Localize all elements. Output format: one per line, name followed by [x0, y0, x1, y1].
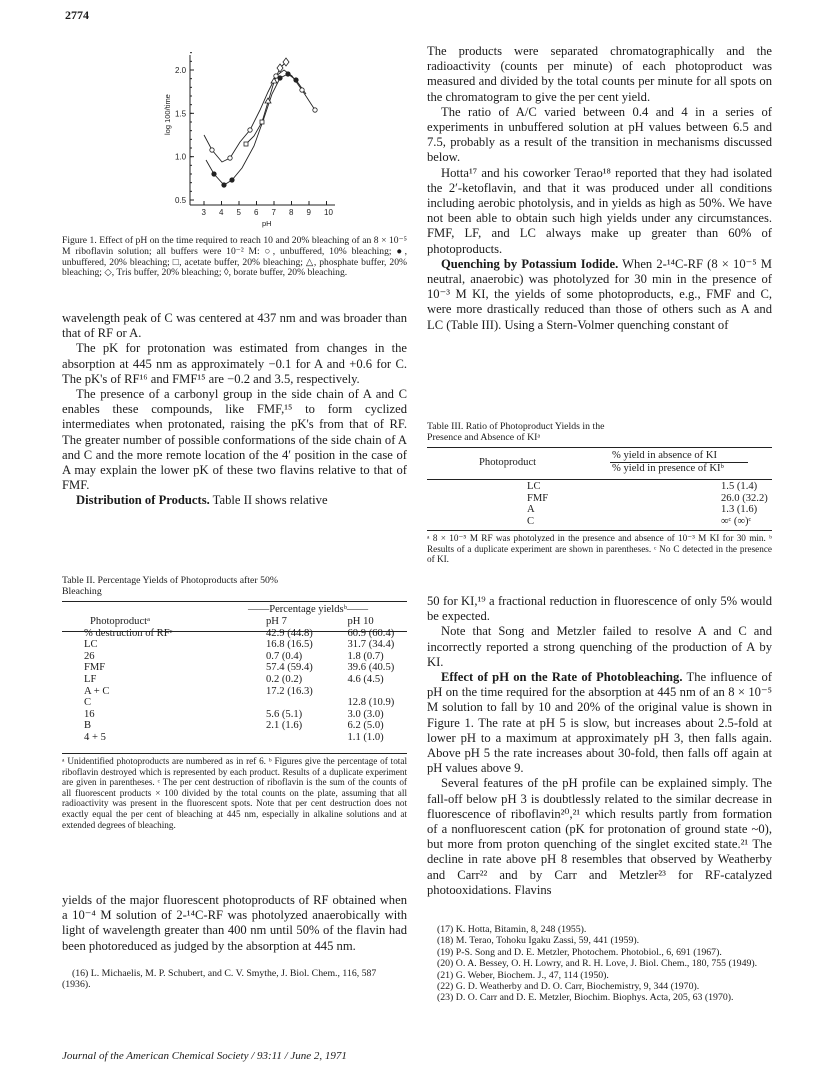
table-header-row — [62, 616, 407, 628]
table-row — [62, 628, 407, 640]
column-header: Photoproduct — [479, 457, 537, 468]
table-cell: 1.1 (1.0) — [347, 731, 384, 743]
paragraph: The products were separated chromatographically and the radioactivity (counts per minute) of each photoproduct was measured and divided by the total counts per minute for all spots on the chromatogram to give the per cent yield. — [427, 44, 772, 104]
y-tick-label: 1.0 — [175, 152, 187, 162]
table-cell: A — [527, 504, 535, 516]
reference: (17) K. Hotta, Bitamin, 8, 248 (1955). — [437, 924, 587, 935]
paragraph: Hotta¹⁷ and his coworker Terao¹⁸ reported that they had isolated the 2′-ketoflavin, and that it was produced under all conditions including aerobic photolysis, and in yields as high as 50%. We have not been able to obtain such high yields under any circumstances. FMF, LF, and LC always make up greater than 60% of photoproducts. — [427, 165, 772, 256]
table-row — [62, 686, 407, 698]
table-row — [62, 674, 407, 686]
x-tick-label: 5 — [236, 208, 241, 217]
paragraph-text: Table II shows relative — [209, 493, 328, 508]
right-column-lower — [427, 594, 772, 898]
table-cell: 57.4 (59.4) — [266, 662, 313, 674]
span-header-text: Percentage yieldsᵇ — [269, 604, 347, 615]
figure-axes — [190, 55, 335, 205]
figure-1 — [150, 40, 350, 230]
reference: (19) P-S. Song and D. E. Metzler, Photochem. Photobiol., 6, 691 (1967). — [437, 946, 722, 958]
table-cell: 4.6 (4.5) — [347, 673, 384, 685]
table-cell: C — [84, 697, 92, 709]
y-tick-label: 0.5 — [175, 196, 187, 205]
x-tick-label: 4 — [219, 208, 224, 217]
table-cell: 16 — [84, 708, 95, 720]
paragraph — [427, 670, 772, 776]
left-column-upper — [62, 311, 407, 509]
paragraph: The pK for protonation was estimated from changes in the absorption at 445 nm as approximately −0.1 for A and +0.6 for C. The pK's of RF¹⁶ and FMF¹⁵ are −0.2 and 3.5, respectively. — [62, 341, 407, 386]
table-cell: 39.6 (40.5) — [347, 662, 395, 674]
table-row — [427, 516, 772, 528]
page-number: 2774 — [65, 8, 89, 22]
table-3-header — [427, 449, 772, 479]
table-3-footnote: ᵃ 8 × 10⁻⁵ M RF was photolyzed in the presence and absence of 10⁻³ M KI for 30 min. ᵇ Results of a duplicate experiment are shown in parentheses. ᶜ No C detected in the presence of KI. — [427, 533, 772, 565]
data-points — [210, 58, 317, 187]
reference: (22) G. D. Weatherby and D. O. Carr, Biochemistry, 9, 344 (1970). — [437, 981, 700, 993]
reference: (18) M. Terao, Tohoku Igaku Zassi, 59, 441 (1959). — [437, 935, 640, 947]
table-cell — [244, 697, 326, 709]
table-cell: FMF — [84, 662, 106, 674]
table-cell: 26 — [84, 650, 95, 662]
table-cell: 2.1 (1.6) — [266, 720, 303, 732]
table-cell: 60.9 (60.4) — [347, 627, 395, 639]
table-cell: 17.2 (16.3) — [266, 685, 313, 697]
paragraph — [62, 493, 407, 508]
table-cell: 3.0 (3.0) — [347, 708, 384, 720]
x-tick-label: 8 — [289, 208, 294, 217]
table-row — [62, 709, 407, 721]
section-heading: Effect of pH on the Rate of Photobleaching. — [441, 670, 683, 685]
figure-caption: Figure 1. Effect of pH on the time required to reach 10 and 20% bleaching of an 8 × 10⁻⁵ M riboflavin solution; all buffers were 10⁻² M: ○, unbuffered, 10% bleaching; ●, unbuffered, 20% bleaching; □, acetate buffer, 20% bleaching; △, phosphate buffer, 20% bleaching; ◇, Tris buffer, 20% bleaching; ◊, borate buffer, 20% bleaching. — [62, 235, 407, 279]
table-row — [427, 493, 772, 505]
table-cell: LC — [527, 481, 541, 492]
x-tick-label: 7 — [271, 208, 276, 217]
table-cell: 31.7 (34.4) — [347, 639, 395, 651]
table-cell: 1.8 (0.7) — [347, 650, 384, 662]
paragraph — [427, 257, 772, 333]
paragraph-text: When 2-¹⁴C-RF (8 × 10⁻⁵ M neutral, anaerobic) was photolyzed for 30 min in the presence of 10⁻³ M KI, the yields of some photoproducts, e.g., FMF and C, were more drastically reduced than those of others such as A and LC (Table III). Using a Stern-Volmer quenching constant of — [427, 256, 772, 332]
table-3-title — [427, 421, 727, 443]
table-cell: 42.9 (44.8) — [266, 627, 313, 639]
ratio-denominator: % yield in presence of KIᵇ — [612, 463, 724, 474]
x-axis-label: pH — [262, 219, 272, 228]
table-cell — [244, 732, 326, 744]
table-cell: A + C — [84, 685, 110, 697]
reference: (23) D. O. Carr and D. E. Metzler, Biochim. Biophys. Acta, 205, 63 (1970). — [437, 992, 734, 1004]
column-header: Photoproductᵃ — [90, 616, 150, 627]
table-cell: FMF — [527, 492, 549, 504]
left-column-lower — [62, 893, 407, 954]
x-tick-label: 6 — [254, 208, 259, 217]
table-cell: 1.5 (1.4) — [721, 481, 758, 492]
paragraph: Several features of the pH profile can be explained simply. The fall-off below pH 3 is doubtlessly related to the similar decrease in fluorescence of riboflavin²⁰,²¹ which results partly from formation of a nonfluorescent cation (pK for protonation of ground state ~0), but more from proton quenching of the singlet excited state.²¹ The decline in rate above pH 8 resembles that observed by Weatherby and Carr²² and by Carr and Metzler²³ for RF-catalyzed photooxidations. Flavins — [427, 776, 772, 897]
paragraph: wavelength peak of C was centered at 437 nm and was broader than that of RF or A. — [62, 311, 407, 341]
table-cell: LC — [84, 639, 98, 651]
journal-footer: Journal of the American Chemical Society / 93:11 / June 2, 1971 — [62, 1050, 347, 1062]
table-row — [62, 720, 407, 732]
x-tick-label: 9 — [306, 208, 311, 217]
reference-16: (16) L. Michaelis, M. P. Schubert, and C. V. Smythe, J. Biol. Chem., 116, 587 (1936). — [62, 968, 377, 991]
paragraph: 50 for KI,¹⁹ a fractional reduction in fluorescence of only 5% would be expected. — [427, 594, 772, 624]
table-cell: % destruction of RFᶜ — [84, 627, 173, 639]
paragraph: The presence of a carbonyl group in the side chain of A and C enables these compounds, like FMF,¹⁵ to form cyclized intermediates when protonated, raising the pK's from that of RF. The greater number of possible conformations of the side chain of A and C and the more remote location of the 4′ position in the case of A may explain the lower pK of these two flavins relative to that of FMF. — [62, 387, 407, 493]
table-cell: 4 + 5 — [84, 731, 106, 743]
right-column-upper — [427, 44, 772, 333]
y-axis-label: log 100/time — [163, 94, 172, 135]
table-2 — [62, 616, 407, 744]
table-3 — [427, 481, 772, 527]
table-cell: 5.6 (5.1) — [266, 708, 303, 720]
table-3-title-line: Table III. Ratio of Photoproduct Yields in the — [427, 421, 605, 432]
table-cell: 6.2 (5.0) — [347, 720, 384, 732]
section-heading: Distribution of Products. — [76, 493, 210, 508]
table-cell: 0.7 (0.4) — [266, 650, 303, 662]
paragraph: Note that Song and Metzler failed to resolve A and C and incorrectly reported a strong quenching of the production of A by KI. — [427, 624, 772, 669]
reference: (21) G. Weber, Biochem. J., 47, 114 (1950). — [437, 969, 609, 981]
table-row — [427, 481, 772, 493]
section-heading: Quenching by Potassium Iodide. — [441, 256, 619, 271]
table-cell: B — [84, 720, 92, 732]
table-cell: 12.8 (10.9) — [347, 697, 395, 709]
table-cell: 26.0 (32.2) — [721, 492, 768, 504]
column-header: pH 7 — [266, 616, 287, 627]
table-cell: 0.2 (0.2) — [266, 673, 303, 685]
x-tick-label: 3 — [201, 208, 206, 217]
table-2-title: Table II. Percentage Yields of Photoproducts after 50% Bleaching — [62, 575, 279, 597]
y-tick-label: 1.5 — [175, 109, 187, 119]
table-cell: 1.3 (1.6) — [721, 504, 758, 516]
table-3-title-line: Presence and Absence of KIᵃ — [427, 432, 541, 443]
reference: (20) O. A. Bessey, O. H. Lowry, and R. H. Love, J. Biol. Chem., 180, 755 (1949). — [437, 958, 758, 970]
ratio-numerator: % yield in absence of KI — [612, 450, 718, 461]
table-row — [62, 662, 407, 674]
table-row — [62, 697, 407, 709]
table-cell: 16.8 (16.5) — [266, 639, 313, 651]
table-cell: ∞ᶜ (∞)ᶜ — [721, 515, 752, 527]
table-row — [427, 504, 772, 516]
paragraph-text: The influence of pH on the time required for the absorption at 445 nm of an 8 × 10⁻⁵ M solution to fall by 10 and 20% of the original value is shown in Figure 1. The rate at pH 5 is slow, but increases about 2.5-fold at lower pH to a maximum at approximately pH 3, then falls again. Above pH 5 the rate increases about 30-fold, then falls off again at pH values above 9. — [427, 670, 772, 776]
table-2-footnote: ᵃ Unidentified photoproducts are numbered as in ref 6. ᵇ Figures give the percentage of total riboflavin destroyed which is represented by each product. Results of a duplicate experiment are given in parentheses. ᶜ The per cent destruction of riboflavin is the sum of the counts of all fluorescent products × 100 divided by the total counts on the plate, assuming that all radioactivity was present in the fluorescent spots. Note that per cent destruction does not exactly equal the per cent of bleaching at 445 nm, especially in alkaline solutions and at extended degrees of bleaching. — [62, 756, 407, 830]
curve-unbuffered-20 — [206, 74, 306, 185]
table-row — [62, 651, 407, 663]
table-cell: LF — [84, 673, 97, 685]
table-cell: C — [527, 515, 535, 527]
table-row — [62, 639, 407, 651]
table-row — [62, 732, 407, 744]
table-2-span-header: ——Percentage yieldsᵇ—— — [248, 604, 369, 615]
y-tick-label: 2.0 — [175, 66, 187, 75]
paragraph: yields of the major fluorescent photoproducts of RF obtained when a 10⁻⁴ M solution of 2-¹⁴C-RF was photolyzed anaerobically with light of wavelength greater than 400 nm until 50% of the flavin had been photoreduced as judged by the absorption at 445 nm. — [62, 893, 407, 953]
x-tick-label: 10 — [324, 208, 333, 217]
table-cell — [326, 686, 408, 698]
column-header: pH 10 — [347, 616, 374, 627]
paragraph: The ratio of A/C varied between 0.4 and 4 in a series of experiments in unbuffered solution at pH values between 6.5 and 7.5, probably as a result of the transition in mechanisms discussed below. — [427, 104, 772, 165]
reference-list — [427, 924, 772, 1004]
